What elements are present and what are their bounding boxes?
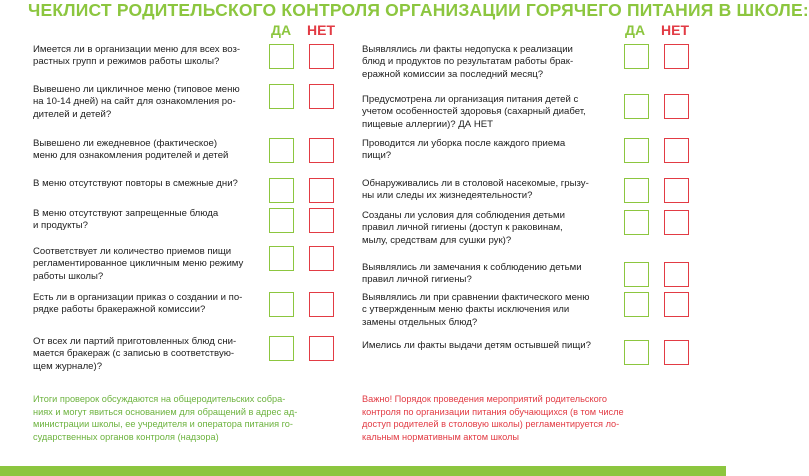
yes-checkbox[interactable]: [269, 138, 294, 163]
yes-checkbox[interactable]: [624, 44, 649, 69]
no-checkbox[interactable]: [664, 262, 689, 287]
no-checkbox[interactable]: [309, 246, 334, 271]
question-text: В меню отсутствуют запрещенные блюда и продукты?: [33, 208, 219, 232]
no-checkbox[interactable]: [309, 44, 334, 69]
question-text: От всех ли партий приготовленных блюд сни- мается бракераж (с записью в соответствую- щем журнале)?: [33, 336, 237, 372]
no-checkbox[interactable]: [664, 94, 689, 119]
no-checkbox[interactable]: [309, 336, 334, 361]
yes-checkbox[interactable]: [624, 340, 649, 365]
no-checkbox[interactable]: [664, 44, 689, 69]
no-checkbox[interactable]: [664, 210, 689, 235]
yes-checkbox[interactable]: [624, 262, 649, 287]
question-text: Выявлялись ли при сравнении фактического меню с утвержденным меню факты исключения или замены отдельных блюд?: [362, 292, 590, 328]
no-checkbox[interactable]: [309, 84, 334, 109]
question-text: Выявлялись ли замечания к соблюдению детьми правил личной гигиены?: [362, 262, 582, 286]
yes-checkbox[interactable]: [624, 178, 649, 203]
question-text: Проводится ли уборка после каждого приема пищи?: [362, 138, 566, 162]
no-checkbox[interactable]: [309, 208, 334, 233]
question-text: Обнаруживались ли в столовой насекомые, грызу- ны или следы их жизнедеятельности?: [362, 178, 589, 202]
question-text: В меню отсутствуют повторы в смежные дни?: [33, 178, 238, 189]
bottom-green-strip: [0, 466, 726, 476]
question-text: Имелись ли факты выдачи детям остывшей пищи?: [362, 340, 591, 351]
question-text: Есть ли в организации приказ о создании и по- рядке работы бракеражной комиссии?: [33, 292, 243, 316]
question-text: Соответствует ли количество приемов пищи регламентированное цикличным меню режиму работы школы?: [33, 246, 244, 282]
no-checkbox[interactable]: [664, 138, 689, 163]
yes-checkbox[interactable]: [269, 336, 294, 361]
yes-checkbox[interactable]: [624, 210, 649, 235]
no-checkbox[interactable]: [309, 178, 334, 203]
question-text: Вывешено ли цикличное меню (типовое меню на 10-14 дней) на сайт для ознакомления ро- дителей и детей?: [33, 84, 240, 120]
no-checkbox[interactable]: [309, 138, 334, 163]
yes-checkbox[interactable]: [269, 246, 294, 271]
no-checkbox[interactable]: [309, 292, 334, 317]
question-text: Имеется ли в организации меню для всех воз- растных групп и режимов работы школы?: [33, 44, 241, 68]
yes-checkbox[interactable]: [624, 138, 649, 163]
no-checkbox[interactable]: [664, 340, 689, 365]
yes-checkbox[interactable]: [269, 178, 294, 203]
question-text: Вывешено ли ежедневное (фактическое) меню для ознакомления родителей и детей: [33, 138, 229, 162]
yes-checkbox[interactable]: [269, 292, 294, 317]
yes-header: ДА: [271, 22, 292, 38]
footer-note-right: Важно! Порядок проведения мероприятий родительского контроля по организации питания обучающихся (в том числе доступ родителей в столовую школы) регламентируется ло- кальным нормативным актом школы: [362, 394, 624, 442]
footer-note-left: Итоги проверок обсуждаются на общеродительских собра- ниях и могут явиться основанием для обращений в адрес ад- министрации школы, ее учредителя и оператора питания го- сударственных органов контроля (надзора): [33, 394, 298, 442]
no-checkbox[interactable]: [664, 178, 689, 203]
no-checkbox[interactable]: [664, 292, 689, 317]
no-header: НЕТ: [661, 22, 689, 38]
question-text: Созданы ли условия для соблюдения детьми правил личной гигиены (доступ к раковинам, мылу, средствам для сушки рук)?: [362, 210, 565, 246]
yes-checkbox[interactable]: [269, 84, 294, 109]
question-text: Предусмотрена ли организация питания детей с учетом особенностей здоровья (сахарный диабет, пищевые аллергии)? ДА НЕТ: [362, 94, 586, 130]
yes-checkbox[interactable]: [269, 208, 294, 233]
no-header: НЕТ: [307, 22, 335, 38]
question-text: Выявлялись ли факты недопуска к реализации блюд и продуктов по результатам работы брак- еражной комиссии за последний месяц?: [362, 44, 574, 80]
yes-header: ДА: [625, 22, 646, 38]
page-title: ЧЕКЛИСТ РОДИТЕЛЬСКОГО КОНТРОЛЯ ОРГАНИЗАЦИИ ГОРЯЧЕГО ПИТАНИЯ В ШКОЛЕ:: [28, 0, 809, 20]
yes-checkbox[interactable]: [624, 94, 649, 119]
yes-checkbox[interactable]: [269, 44, 294, 69]
yes-checkbox[interactable]: [624, 292, 649, 317]
